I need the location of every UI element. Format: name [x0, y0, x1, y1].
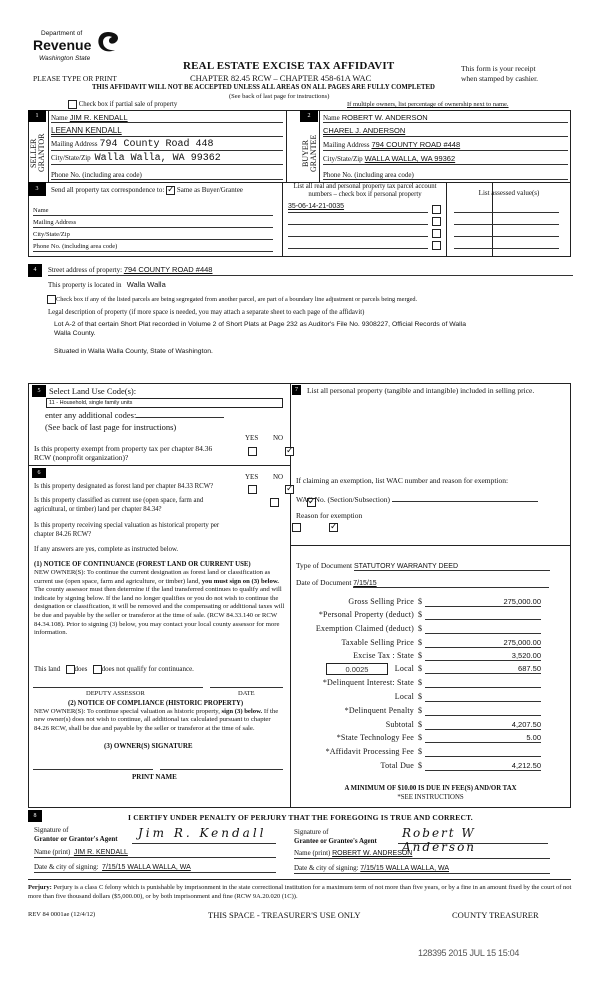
- dollar-sign: $: [418, 692, 422, 701]
- divider: [286, 110, 287, 182]
- does-not-label: does not qualify for continuance.: [101, 665, 194, 674]
- owner-signature-label: (3) OWNER(S) SIGNATURE: [104, 742, 193, 750]
- calc-label: *Personal Property (deduct): [318, 610, 414, 619]
- delinquent-interest-local-row: [300, 692, 590, 704]
- dollar-sign: $: [418, 747, 422, 756]
- section-number-1: 1: [28, 110, 46, 122]
- dor-logo: [33, 30, 123, 66]
- corr-name-label: Name: [33, 207, 49, 214]
- form-subtitle: CHAPTER 82.45 RCW – CHAPTER 458-61A WAC: [190, 73, 372, 83]
- legal-description-line1: Lot A-2 of that certain Short Plat recorded in Volume 2 of Short Plats at Page 232 as Auditor's File No. 9308227, Official Records of Walla: [54, 321, 466, 328]
- seller-section: [28, 110, 286, 182]
- logo-line1: Department of: [41, 30, 83, 37]
- date-label: DATE: [238, 690, 255, 697]
- notice2-text-a: NEW OWNER(S): To continue special valuation as historic property,: [34, 708, 220, 715]
- grantor-name-value: JIM R. KENDALL: [73, 849, 128, 856]
- land-use-section: [28, 383, 290, 465]
- parcel-number[interactable]: [288, 227, 428, 237]
- buyer-city-field[interactable]: [323, 154, 568, 165]
- parcel-number[interactable]: 35-06-14-21-0035: [288, 203, 428, 213]
- dollar-sign: $: [418, 638, 422, 647]
- parcel-number[interactable]: [288, 239, 428, 249]
- seller-name2-field[interactable]: [51, 126, 283, 137]
- document-type-row[interactable]: [296, 561, 550, 571]
- dollar-sign: $: [418, 733, 422, 742]
- corr-address-field[interactable]: [33, 219, 273, 228]
- parcel-row: [286, 227, 571, 239]
- grantor-name-label: Name (print): [34, 848, 71, 856]
- multiple-owners-note: If multiple owners, list percentage of ownership next to name.: [347, 101, 509, 108]
- forest-land-question: Is this property designated as forest land per chapter 84.33 RCW?: [34, 483, 214, 490]
- buyer-address-field[interactable]: [323, 140, 568, 151]
- notice-continuance-body: [34, 569, 286, 638]
- dollar-sign: $: [418, 720, 422, 729]
- buyer-label: BUYER: [301, 139, 310, 167]
- county-treasurer-label: COUNTY TREASURER: [452, 910, 539, 920]
- seller-name2-value: LEEANN KENDALL: [51, 126, 122, 135]
- seller-address-field[interactable]: [51, 139, 283, 151]
- buyer-side-label: [302, 128, 320, 178]
- delinquent-penalty-value[interactable]: [425, 706, 541, 716]
- land-use-select[interactable]: 11 - Household, single family units: [46, 398, 283, 408]
- assessed-header: List assessed value(s): [478, 189, 540, 197]
- buyer-phone-label: Phone No. (including area code): [323, 171, 414, 179]
- delinquent-interest-state-value[interactable]: [425, 678, 541, 688]
- corr-city-label: City/State/Zip: [33, 231, 70, 238]
- parcel-row: [286, 239, 571, 251]
- notice-compliance-body: [34, 708, 286, 733]
- exemption-label: If claiming an exemption, list WAC number and reason for exemption:: [296, 476, 509, 485]
- logo-line2: Revenue: [33, 37, 92, 53]
- dollar-sign: $: [418, 597, 422, 606]
- designation-section: [28, 466, 290, 808]
- form-revision: REV 84 0001ae (12/4/12): [28, 911, 96, 918]
- see-instructions-note: *SEE INSTRUCTIONS: [397, 794, 464, 801]
- correspondence-section: [28, 182, 282, 257]
- print-name-label: PRINT NAME: [132, 773, 177, 781]
- calc-label: *Affidavit Processing Fee: [325, 747, 414, 756]
- grantee-date-value: 7/15/15 WALLA WALLA, WA: [360, 865, 450, 872]
- assessed-value[interactable]: [454, 203, 559, 213]
- exemption-claimed-value[interactable]: [425, 624, 541, 634]
- segregated-row[interactable]: [47, 295, 417, 304]
- assessor-signature-line[interactable]: [33, 687, 203, 688]
- minimum-due-note: A MINIMUM OF $10.00 IS DUE IN FEE(S) AND/OR TAX: [344, 785, 517, 792]
- partial-sale-label: Check box if partial sale of property: [78, 101, 178, 109]
- same-as-buyer-label: Same as Buyer/Grantee: [176, 186, 243, 195]
- legal-description-label: Legal description of property (if more space is needed, you may attach a separate sheet to each page of the affidavit): [48, 309, 365, 316]
- dor-swirl-icon: [95, 30, 121, 54]
- street-address-field[interactable]: [48, 265, 573, 276]
- exemption-claimed-row: [300, 624, 590, 636]
- divider: [290, 545, 571, 546]
- calc-label: Local: [394, 692, 414, 701]
- corr-phone-label: Phone No. (including area code): [33, 243, 118, 250]
- grantor-signature-label-1: Signature of: [34, 826, 69, 834]
- notice2-text-b: If the new owner(s) does not wish to continue, all additional tax calculated pursuant to chapter 84.26 RCW, shall be due and payable by the seller or transferor at the time of sale.: [34, 708, 279, 732]
- personal-property-checkbox[interactable]: [432, 205, 441, 214]
- seller-city-label: City/State/Zip: [51, 154, 91, 162]
- section-number-5: 5: [32, 385, 46, 397]
- correspondence-row: [51, 186, 243, 195]
- located-value: Walla Walla: [126, 280, 166, 289]
- no-header: NO: [273, 473, 284, 481]
- seller-city-value: Walla Walla, WA 99362: [94, 153, 221, 164]
- affidavit-processing-fee-value[interactable]: [425, 747, 541, 757]
- calc-label: *Delinquent Interest: State: [322, 678, 414, 687]
- grantee-date-field[interactable]: [294, 864, 550, 874]
- historic-question: Is this property receiving special valuation as historical property per chapter 84.26 RCW?: [34, 522, 220, 538]
- exempt-yes-checkbox[interactable]: [248, 447, 257, 456]
- calc-label: Excise Tax : State: [353, 651, 414, 660]
- personal-property-section: [290, 383, 571, 545]
- grantor-date-field[interactable]: [34, 863, 276, 873]
- local-rate-box[interactable]: 0.0025: [326, 663, 388, 675]
- assessed-value[interactable]: [454, 239, 559, 249]
- buyer-city-value: WALLA WALLA, WA 99362: [364, 154, 456, 163]
- divider: [48, 110, 49, 182]
- seller-address-label: Mailing Address: [51, 140, 98, 148]
- personal-property-deduct-value[interactable]: [425, 610, 541, 620]
- document-date-value: 7/15/15: [353, 580, 549, 588]
- buyer-city-label: City/State/Zip: [323, 155, 363, 163]
- segregated-label: Check box if any of the listed parcels are being segregated from another parcel, are part of a boundary line adjustment or parcels being merged.: [56, 295, 418, 303]
- corr-name-field[interactable]: [33, 207, 273, 216]
- dollar-sign: $: [418, 664, 422, 673]
- certification-section: [28, 808, 571, 880]
- excise-tax-state-row: [300, 651, 590, 663]
- excise-tax-local-row: [300, 664, 590, 676]
- parcel-row: [286, 203, 571, 215]
- land-use-see-back: (See back of last page for instructions): [45, 422, 177, 432]
- dollar-sign: $: [418, 761, 422, 770]
- please-type-note: PLEASE TYPE OR PRINT: [33, 74, 117, 83]
- grantee-date-label: Date & city of signing:: [294, 864, 359, 872]
- subtotal-row: [300, 720, 590, 732]
- buyer-address-value: 794 COUNTY ROAD #448: [371, 140, 461, 149]
- document-date-row[interactable]: [296, 578, 549, 588]
- calc-label: Local: [394, 664, 414, 673]
- acceptance-warning: THIS AFFIDAVIT WILL NOT BE ACCEPTED UNLESS ALL AREAS ON ALL PAGES ARE FULLY COMPLETED: [92, 84, 435, 91]
- buyer-name2-value: CHAREL J. ANDERSON: [323, 126, 406, 135]
- buyer-name-label: Name: [323, 114, 340, 122]
- perjury-note: [28, 884, 576, 901]
- current-use-question: Is this property classified as current use (open space, farm and agricultural, or timber) land per chapter 84.34?: [34, 497, 204, 513]
- correspondence-label: Send all property tax correspondence to:: [51, 186, 165, 195]
- corr-city-field[interactable]: [33, 231, 273, 240]
- perjury-bold: Perjury:: [28, 884, 52, 891]
- form-title: REAL ESTATE EXCISE TAX AFFIDAVIT: [183, 60, 395, 72]
- affidavit-processing-fee-row: [300, 747, 590, 759]
- grantee-label: GRANTEE: [309, 134, 318, 172]
- additional-codes-label: enter any additional codes:: [45, 410, 137, 420]
- land-use-label: Select Land Use Code(s):: [49, 386, 137, 396]
- calc-label: Exemption Claimed (deduct): [315, 624, 414, 633]
- dollar-sign: $: [418, 706, 422, 715]
- buyer-name-value: ROBERT W. ANDERSON: [341, 113, 428, 122]
- grantee-signature-label-2: Grantee or Grantee's Agent: [294, 837, 377, 845]
- corr-phone-field[interactable]: [33, 243, 273, 252]
- total-due-value[interactable]: 4,212.50: [425, 761, 541, 771]
- seller-name-field[interactable]: [51, 113, 283, 123]
- personal-property-label: List all personal property (tangible and intangible) included in selling price.: [307, 386, 535, 395]
- grantee-name-field[interactable]: [294, 849, 550, 859]
- seller-name-label: Name: [51, 114, 68, 122]
- seller-phone-label: Phone No. (including area code): [51, 171, 142, 179]
- dollar-sign: $: [418, 678, 422, 687]
- grantor-label: GRANTOR: [37, 133, 46, 173]
- yes-header: YES: [245, 473, 259, 481]
- parcel-header: List all real and personal property tax parcel account numbers – check box if personal property: [293, 183, 437, 198]
- does-label: does: [74, 665, 88, 674]
- buyer-address-label: Mailing Address: [323, 141, 370, 149]
- section-number-6: 6: [32, 468, 46, 478]
- taxable-selling-price-row: [300, 638, 590, 650]
- assessor-date-line[interactable]: [210, 687, 283, 688]
- buyer-name-field[interactable]: [323, 113, 568, 123]
- forest-yes-checkbox[interactable]: [248, 485, 257, 494]
- legal-description-line3: Situated in Walla Walla County, State of Washington.: [54, 348, 213, 355]
- state-technology-fee-row: [300, 733, 590, 745]
- no-header: NO: [273, 434, 284, 442]
- seller-name-value: JIM R. KENDALL: [69, 113, 128, 122]
- street-label: Street address of property:: [48, 266, 123, 274]
- notice2-bold: sign (3) below.: [221, 708, 263, 715]
- notice1-bold: you must sign on (3) below.: [201, 577, 279, 585]
- grantor-date-label: Date & city of signing:: [34, 863, 99, 871]
- owner-signature-line-2[interactable]: [160, 769, 283, 770]
- personal-property-checkbox[interactable]: [432, 229, 441, 238]
- document-type-value: STATUTORY WARRANTY DEED: [354, 563, 550, 571]
- seller-phone-field[interactable]: [51, 170, 283, 180]
- buyer-phone-field[interactable]: [323, 170, 568, 180]
- seller-label: SELLER: [29, 138, 38, 168]
- notice-continuance-title: (1) NOTICE OF CONTINUANCE (FOREST LAND OR CURRENT USE): [34, 561, 251, 568]
- seller-side-label: [30, 128, 48, 178]
- perjury-text: Perjury is a class C felony which is punishable by imprisonment in the state correctional institution for a maximum term of not more than five years, or by a fine in an amount fixed by the court of not more than five thousand dollars ($5,000.00), or by both imprisonment and fine (RCW 9A.20.020 (1C)).: [28, 884, 572, 900]
- grantee-signature-field[interactable]: [398, 826, 548, 854]
- see-back-note: (See back of last page for instructions): [229, 93, 330, 100]
- dollar-sign: $: [418, 624, 422, 633]
- section-number-8: 8: [28, 810, 42, 822]
- state-technology-fee-value[interactable]: 5.00: [425, 733, 541, 743]
- deputy-assessor-label: DEPUTY ASSESSOR: [86, 690, 145, 697]
- parcel-number[interactable]: [288, 215, 428, 225]
- grantor-signature-field[interactable]: [132, 828, 276, 844]
- notice1-text-a: NEW OWNER(S): To continue the current designation as forest land or classification as current use (open space, farm and agriculture, or timber) land,: [34, 569, 271, 585]
- section-number-7: 7: [292, 385, 301, 395]
- delinquent-interest-state-row: [300, 678, 590, 690]
- excise-tax-local-value[interactable]: 687.50: [425, 664, 541, 674]
- partial-sale-checkbox-row[interactable]: [68, 100, 177, 109]
- calc-label: Taxable Selling Price: [341, 638, 414, 647]
- receipt-note-1: This form is your receipt: [461, 64, 536, 73]
- grantor-signature-label-2: Grantor or Grantor's Agent: [34, 835, 118, 843]
- calc-label: *State Technology Fee: [336, 733, 414, 742]
- receipt-note-2: when stamped by cashier.: [461, 74, 539, 83]
- treasurer-space-label: THIS SPACE - TREASURER'S USE ONLY: [208, 910, 361, 920]
- street-value: 794 COUNTY ROAD #448: [123, 265, 213, 274]
- seller-city-field[interactable]: [51, 153, 283, 165]
- divider: [319, 110, 320, 182]
- delinquent-interest-local-value[interactable]: [425, 692, 541, 702]
- calc-label: *Delinquent Penalty: [344, 706, 414, 715]
- legal-description-line2: Walla County.: [54, 330, 96, 337]
- taxable-selling-price-value[interactable]: 275,000.00: [425, 638, 541, 648]
- partial-sale-checkbox[interactable]: [68, 100, 77, 109]
- section-number-4: 4: [28, 264, 42, 277]
- delinquent-penalty-row: [300, 706, 590, 718]
- total-due-row: [300, 761, 590, 773]
- grantor-signature: Jim R. Kendall: [138, 826, 267, 840]
- dollar-sign: $: [418, 651, 422, 660]
- same-as-buyer-checkbox[interactable]: [166, 186, 175, 195]
- notice1-text-b: The county assessor must then determine if the land transferred continues to qualify and will indicate by signing below. If the land no longer qualifies or you do not wish to continue the designation or classification, it will be removed and the compensating or additional taxes will be due and payable by the seller or transferor at the time of sale. (RCW 84.33.140 or RCW 84.34.108). Prior to signing (3) below, you may contact your local county assessor for more information.: [34, 586, 285, 637]
- calc-label: Total Due: [380, 761, 414, 770]
- reason-label: Reason for exemption: [296, 511, 363, 520]
- document-date-label: Date of Document: [296, 578, 352, 587]
- parcel-row: [286, 215, 571, 227]
- section-number-2: 2: [300, 110, 318, 122]
- owner-signature-line[interactable]: [33, 769, 153, 770]
- divider: [282, 182, 283, 257]
- wac-input[interactable]: [392, 494, 538, 502]
- located-label: This property is located in: [48, 281, 122, 289]
- continuance-row: [34, 665, 194, 674]
- corr-address-label: Mailing Address: [33, 219, 77, 226]
- this-land-label: This land: [34, 665, 61, 674]
- personal-property-checkbox[interactable]: [432, 217, 441, 226]
- property-section: [28, 262, 573, 367]
- yes-header: YES: [245, 434, 259, 442]
- buyer-section: [300, 110, 571, 182]
- assessed-value[interactable]: [454, 215, 559, 225]
- does-qualify-checkbox[interactable]: [66, 665, 75, 674]
- subtotal-value[interactable]: 4,207.50: [425, 720, 541, 730]
- calc-label: Subtotal: [385, 720, 414, 729]
- assessed-value[interactable]: [454, 227, 559, 237]
- dollar-sign: $: [418, 610, 422, 619]
- segregated-checkbox[interactable]: [47, 295, 56, 304]
- wac-row[interactable]: [296, 494, 538, 504]
- grantor-date-value: 7/15/15 WALLA WALLA, WA: [102, 864, 191, 871]
- excise-tax-state-value[interactable]: 3,520.00: [425, 651, 541, 661]
- located-in-row: [48, 280, 166, 289]
- grantee-name-value: ROBERT W. ANDRESON: [332, 850, 413, 857]
- logo-line3: Washington State: [39, 55, 91, 62]
- cashier-stamp: 128395 2015 JUL 15 15:04: [418, 948, 520, 958]
- personal-property-checkbox[interactable]: [432, 241, 441, 250]
- personal-property-deduct-row: [300, 610, 590, 622]
- does-not-qualify-checkbox[interactable]: [93, 665, 102, 674]
- additional-codes-row[interactable]: [45, 410, 224, 420]
- exempt-question: Is this property exempt from property tax per chapter 84.36 RCW (nonprofit organization)?: [34, 444, 213, 462]
- calc-label: Gross Selling Price: [348, 597, 414, 606]
- buyer-name2-field[interactable]: [323, 126, 568, 137]
- if-yes-note: If any answers are yes, complete as instructed below.: [34, 546, 179, 553]
- seller-address-value: 794 County Road 448: [99, 139, 214, 150]
- gross-selling-price-row: [300, 597, 590, 609]
- grantee-name-label: Name (print): [294, 849, 331, 857]
- grantor-name-field[interactable]: [34, 848, 276, 858]
- certification-statement: I CERTIFY UNDER PENALTY OF PERJURY THAT THE FOREGOING IS TRUE AND CORRECT.: [128, 813, 473, 822]
- document-type-label: Type of Document: [296, 561, 353, 570]
- grantee-signature: Robert W Anderson: [402, 826, 477, 854]
- wac-label: WAC No. (Section/Subsection): [296, 495, 390, 504]
- section-number-3: 3: [28, 182, 46, 196]
- grantee-signature-label-1: Signature of: [294, 828, 329, 836]
- notice-compliance-title: (2) NOTICE OF COMPLIANCE (HISTORIC PROPERTY): [68, 700, 244, 707]
- gross-selling-price-value[interactable]: 275,000.00: [425, 597, 541, 607]
- current-use-yes-checkbox[interactable]: [270, 498, 279, 507]
